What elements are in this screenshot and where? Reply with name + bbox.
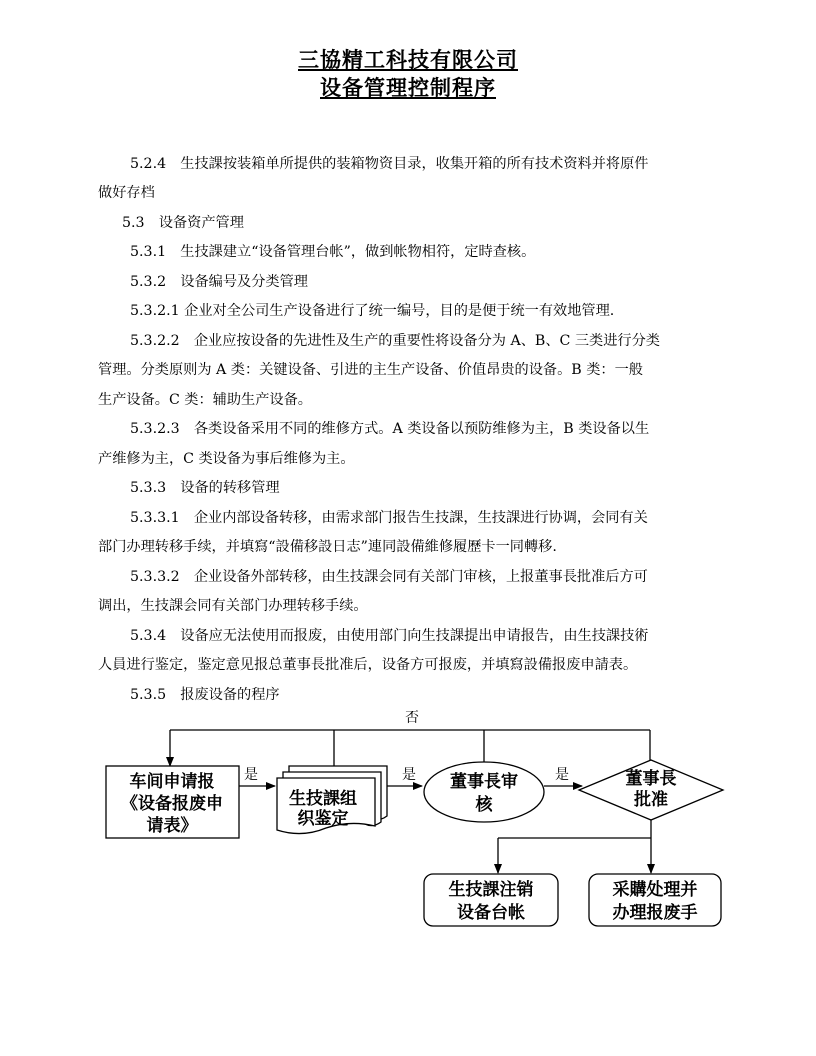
para-line: 5.3.4 设备应无法使用而报废，由使用部门向生技課提出申请报告，由生技課技術 <box>130 628 649 644</box>
section-heading: 5.3.5 报废设备的程序 <box>130 687 280 703</box>
para-line: 产维修为主，C 类设备为事后维修为主。 <box>98 451 355 467</box>
para-line: 人員进行鉴定，鉴定意见报总董事長批准后，设备方可报废，并填寫設備报废申請表。 <box>98 657 638 673</box>
yes-label: 是 <box>402 767 416 783</box>
para-line: 调出，生技課会同有关部门办理转移手续。 <box>98 598 368 614</box>
para-line: 5.2.4 生技課按装箱单所提供的装箱物资目录，收集开箱的所有技术资料并将原件 <box>130 156 649 172</box>
no-label: 否 <box>405 710 419 726</box>
feedback-connector <box>170 730 650 770</box>
cancel-ledger-text: 生技課注销 <box>448 880 534 900</box>
appraisal-text: 生技課组 <box>289 789 357 809</box>
section-heading: 5.3.2 设备编号及分类管理 <box>130 274 308 290</box>
cancel-ledger-text: 设备台帐 <box>457 903 525 923</box>
para-line: 5.3.2.1 企业对全公司生产设备进行了统一编号，目的是便于统一有效地管理. <box>130 303 615 319</box>
para-line: 部门办理转移手续，并填寫“設備移設日志”連同設備維修履歷卡一同轉移. <box>98 539 557 555</box>
appraisal-text: 织鉴定 <box>297 809 349 829</box>
yes-label: 是 <box>555 767 569 783</box>
section-heading: 5.3 设备资产管理 <box>122 215 244 231</box>
document-title: 设备管理控制程序 <box>320 76 496 100</box>
apply-box-text: 车间申请报 <box>129 772 215 792</box>
para-line: 5.3.1 生技課建立“设备管理台帐”，做到帐物相符，定時查核。 <box>130 244 536 260</box>
para-line: 生产设备。C 类：辅助生产设备。 <box>98 392 312 408</box>
para-line: 5.3.2.2 企业应按设备的先进性及生产的重要性将设备分为 A、B、C 三类进行分类 <box>130 333 660 349</box>
review-text: 核 <box>475 795 493 815</box>
para-line: 做好存档 <box>98 185 155 201</box>
section-heading: 5.3.3 设备的转移管理 <box>130 480 280 496</box>
apply-box-text: 《设备报废申 <box>121 794 223 814</box>
purchase-scrap-text: 办理报废手 <box>612 903 698 923</box>
para-line: 管理。分类原则为 A 类：关键设备、引进的主生产设备、价值昂贵的设备。B 类：一般 <box>98 362 643 378</box>
review-text: 董事長审 <box>450 772 518 792</box>
purchase-scrap-text: 采購处理并 <box>612 880 698 900</box>
yes-label: 是 <box>244 767 258 783</box>
company-name: 三協精工科技有限公司 <box>298 48 518 72</box>
output-connector <box>498 820 651 873</box>
para-line: 5.3.2.3 各类设备采用不同的维修方式。A 类设备以预防维修为主，B 类设备以生 <box>130 421 650 437</box>
para-line: 5.3.3.1 企业内部设备转移，由需求部门报告生技課，生技課进行协调，会同有关 <box>130 510 648 526</box>
approval-text: 批准 <box>634 790 668 810</box>
para-line: 5.3.3.2 企业设备外部转移，由生技課会同有关部门审核，上报董事長批准后方可 <box>130 569 648 585</box>
approval-text: 董事長 <box>625 769 677 789</box>
apply-box-text: 请表》 <box>146 816 198 836</box>
